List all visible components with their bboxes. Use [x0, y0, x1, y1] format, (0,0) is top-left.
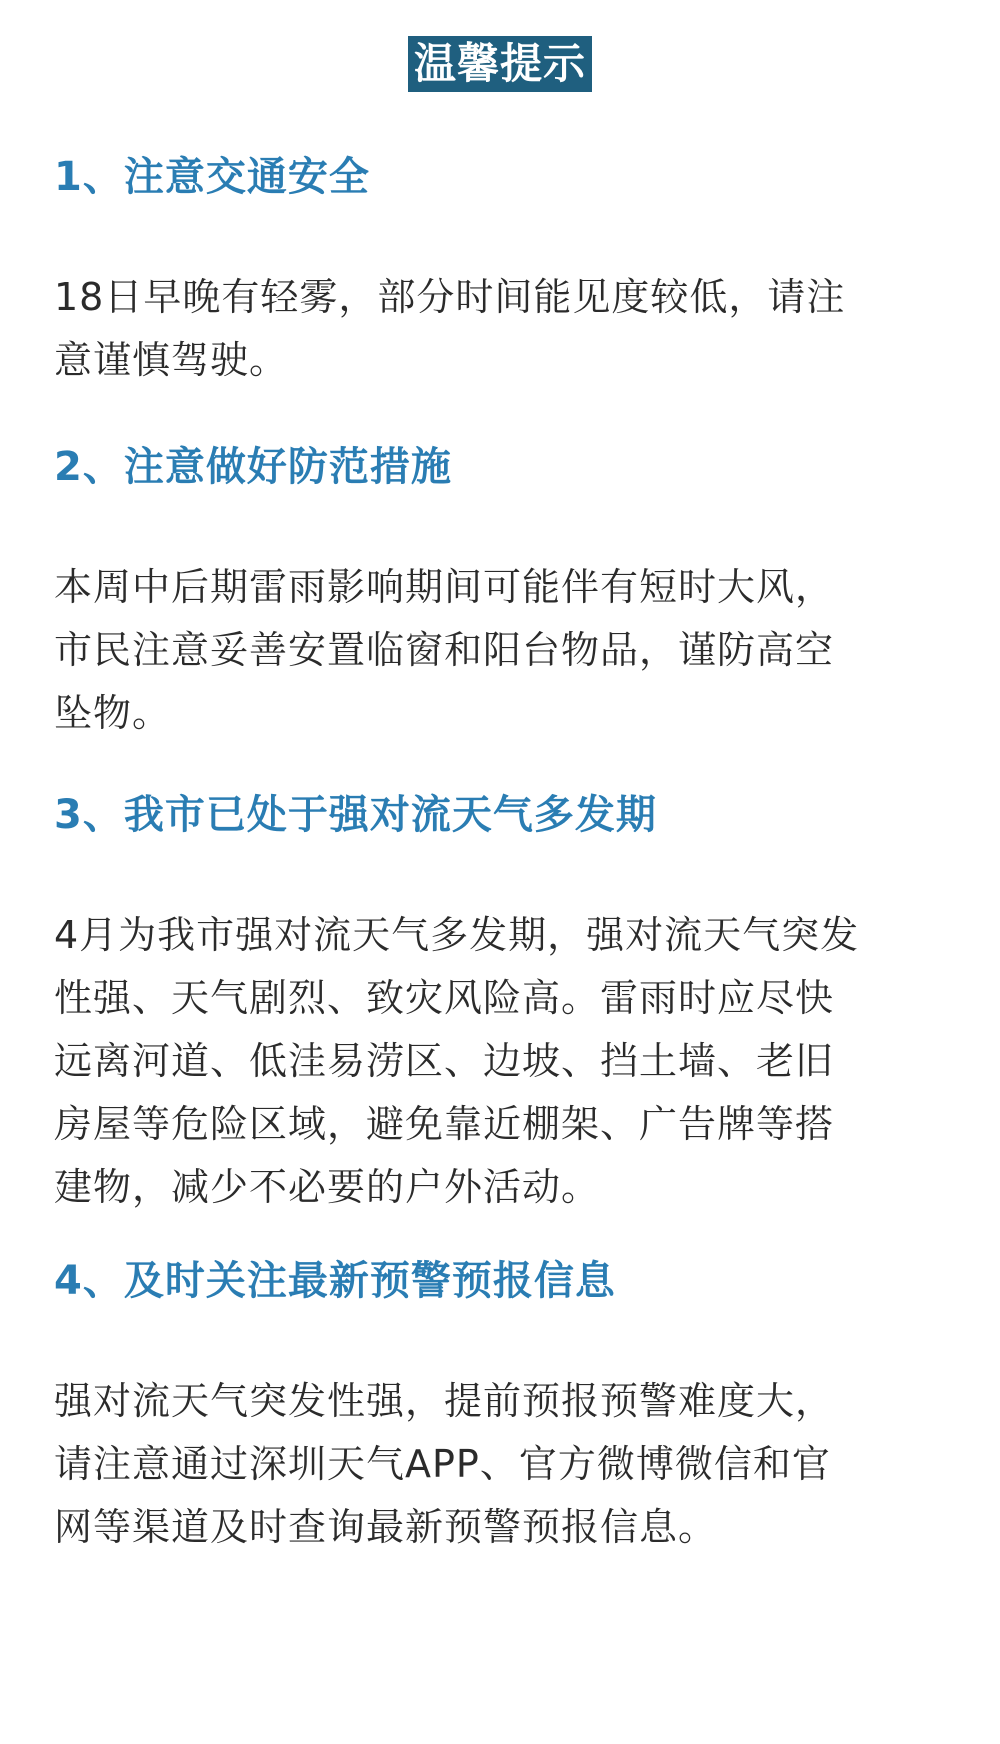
body-line: 强对流天气突发性强，提前预报预警难度大，	[54, 1379, 835, 1423]
body-line: 性强、天气剧烈、致灾风险高。雷雨时应尽快	[54, 976, 835, 1020]
section-heading: 1、注意交通安全	[54, 154, 370, 200]
tip-section-3	[54, 790, 954, 1219]
tip-section-4	[54, 1256, 954, 1559]
section-body	[54, 904, 954, 1219]
body-line: 4月为我市强对流天气多发期，强对流天气突发	[54, 913, 860, 957]
section-body	[54, 556, 954, 745]
body-line: 请注意通过深圳天气APP、官方微博微信和官	[54, 1442, 831, 1486]
body-line: 意谨慎驾驶。	[54, 338, 289, 382]
section-heading: 3、我市已处于强对流天气多发期	[54, 792, 657, 838]
section-body	[54, 266, 954, 392]
body-line: 18日早晚有轻雾，部分时间能见度较低，请注	[54, 275, 846, 319]
body-line: 本周中后期雷雨影响期间可能伴有短时大风，	[54, 565, 835, 609]
section-body	[54, 1370, 954, 1559]
body-line: 市民注意妥善安置临窗和阳台物品，谨防高空	[54, 628, 835, 672]
banner-container	[0, 36, 1000, 92]
banner-title: 温馨提示	[408, 36, 592, 92]
tip-section-1	[54, 152, 954, 392]
tip-section-2	[54, 442, 954, 745]
body-line: 建物，减少不必要的户外活动。	[54, 1165, 601, 1209]
section-heading: 2、注意做好防范措施	[54, 444, 452, 490]
body-line: 远离河道、低洼易涝区、边坡、挡土墙、老旧	[54, 1039, 835, 1083]
body-line: 网等渠道及时查询最新预警预报信息。	[54, 1505, 718, 1549]
body-line: 坠物。	[54, 691, 172, 735]
body-line: 房屋等危险区域，避免靠近棚架、广告牌等搭	[54, 1102, 835, 1146]
section-heading: 4、及时关注最新预警预报信息	[54, 1258, 616, 1304]
